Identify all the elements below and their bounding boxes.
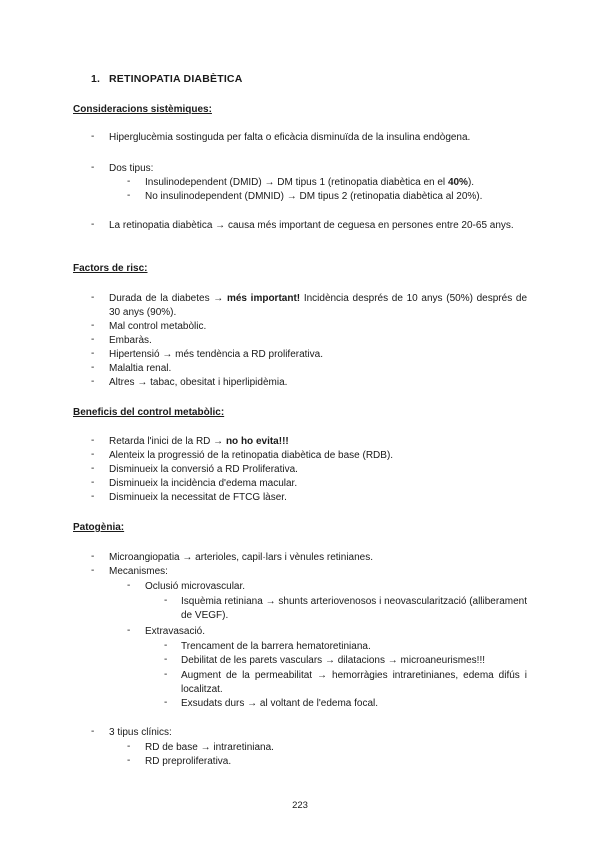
bullet-dash: - — [91, 565, 95, 576]
bullet-dash: - — [91, 320, 95, 331]
bullet-dash: - — [91, 435, 95, 446]
list-item-dos-tipus: Dos tipus: — [109, 163, 154, 174]
bullet-dash: - — [164, 595, 168, 606]
bullet-dash: - — [127, 741, 131, 752]
section-heading-patogenia: Patogènia: — [73, 522, 125, 533]
bullet-dash: - — [91, 131, 95, 142]
list-item-exsudats: Exsudats durs → al voltant de l'edema focal. — [181, 698, 379, 709]
list-item-insulinodependent — [145, 176, 474, 190]
text-run: ). — [467, 177, 475, 188]
bullet-dash: - — [91, 477, 95, 488]
text-run: Incidència després de 10 anys (50%) després de 30 anys (90%). — [109, 293, 528, 318]
list-item-isquemia: Isquèmia retiniana → shunts arteriovenosos i neovascularització (alliberament de VEGF). — [181, 596, 527, 621]
bullet-dash: - — [91, 362, 95, 373]
list-item-embaras: Embaràs. — [109, 335, 152, 346]
list-item-rd-base: RD de base → intraretiniana. — [145, 742, 274, 753]
list-item-ftcg: Disminueix la necessitat de FTCG làser. — [109, 492, 287, 503]
bullet-dash: - — [91, 463, 95, 474]
chapter-title — [91, 73, 243, 85]
bullet-dash: - — [91, 376, 95, 387]
list-item-augment: Augment de la permeabilitat → hemorràgies intraretinianes, edema difús i localitzat. — [181, 670, 527, 695]
bullet-dash: - — [164, 697, 168, 708]
bullet-dash: - — [127, 755, 131, 766]
list-item-debilitat: Debilitat de les parets vasculars → dilatacions → microaneurismes!!! — [181, 655, 486, 666]
bullet-dash: - — [91, 449, 95, 460]
list-item-durada — [109, 292, 527, 320]
section-heading-risc: Factors de risc: — [73, 263, 148, 274]
bullet-dash: - — [164, 669, 168, 680]
list-item-rd-preproliferativa: RD preproliferativa. — [145, 756, 232, 767]
bullet-dash: - — [91, 162, 95, 173]
bullet-dash: - — [91, 491, 95, 502]
bold-emphasis: no ho evita!!! — [225, 436, 289, 447]
list-item-altres: Altres → tabac, obesitat i hiperlipidèmia. — [109, 377, 288, 388]
list-item-microangiopatia: Microangiopatia → arterioles, capil·lars i vènules retinianes. — [109, 552, 374, 563]
bullet-dash: - — [91, 292, 95, 303]
bullet-dash: - — [91, 219, 95, 230]
bullet-dash: - — [91, 551, 95, 562]
section-heading-beneficis: Beneficis del control metabòlic: — [73, 407, 225, 418]
bullet-dash: - — [127, 580, 131, 591]
bullet-dash: - — [164, 640, 168, 651]
page-number: 223 — [292, 800, 308, 811]
bullet-dash: - — [127, 176, 131, 187]
chapter-number: 1. — [91, 73, 101, 85]
list-item-edema-macular: Disminueix la incidència d'edema macular. — [109, 478, 298, 489]
list-item-trencament: Trencament de la barrera hematoretiniana. — [181, 641, 371, 652]
bullet-dash: - — [91, 348, 95, 359]
bullet-dash: - — [127, 625, 131, 636]
bold-emphasis: més important! — [226, 293, 301, 304]
bullet-dash: - — [91, 726, 95, 737]
list-item-malaltia-renal: Malaltia renal. — [109, 363, 172, 374]
list-item-mal-control: Mal control metabòlic. — [109, 321, 207, 332]
text-run: Insulinodependent (DMID) → DM tipus 1 (retinopatia diabètica en el — [145, 177, 448, 188]
text-run: Retarda l'inici de la RD → — [109, 436, 226, 447]
list-item-retarda — [109, 435, 289, 449]
list-item-conversio: Disminueix la conversió a RD Proliferativa. — [109, 464, 298, 475]
bullet-dash: - — [91, 334, 95, 345]
bullet-dash: - — [164, 654, 168, 665]
chapter-title-text: RETINOPATIA DIABÈTICA — [109, 73, 243, 85]
list-item-oclusio: Oclusió microvascular. — [145, 581, 246, 592]
bullet-dash: - — [127, 190, 131, 201]
list-item-tres-tipus: 3 tipus clínics: — [109, 727, 172, 738]
list-item-hiperglucemia: Hiperglucèmia sostinguda per falta o eficàcia disminuïda de la insulina endògena. — [109, 132, 471, 143]
bold-percentage: 40% — [447, 177, 468, 188]
list-item-no-insulinodependent: No insulinodependent (DMNID) → DM tipus 2 (retinopatia diabètica al 20%). — [145, 191, 483, 202]
list-item-hipertensio: Hipertensió → més tendència a RD proliferativa. — [109, 349, 323, 360]
list-item-extravasacio: Extravasació. — [145, 626, 206, 637]
list-item-mecanismes: Mecanismes: — [109, 566, 168, 577]
text-run: Durada de la diabetes → — [109, 293, 227, 304]
section-heading-sistemiques: Consideracions sistèmiques: — [73, 104, 212, 115]
list-item-alenteix: Alenteix la progressió de la retinopatia diabètica de base (RDB). — [109, 450, 394, 461]
list-item-ceguesa: La retinopatia diabètica → causa més important de ceguesa en persones entre 20-65 anys. — [109, 220, 514, 231]
